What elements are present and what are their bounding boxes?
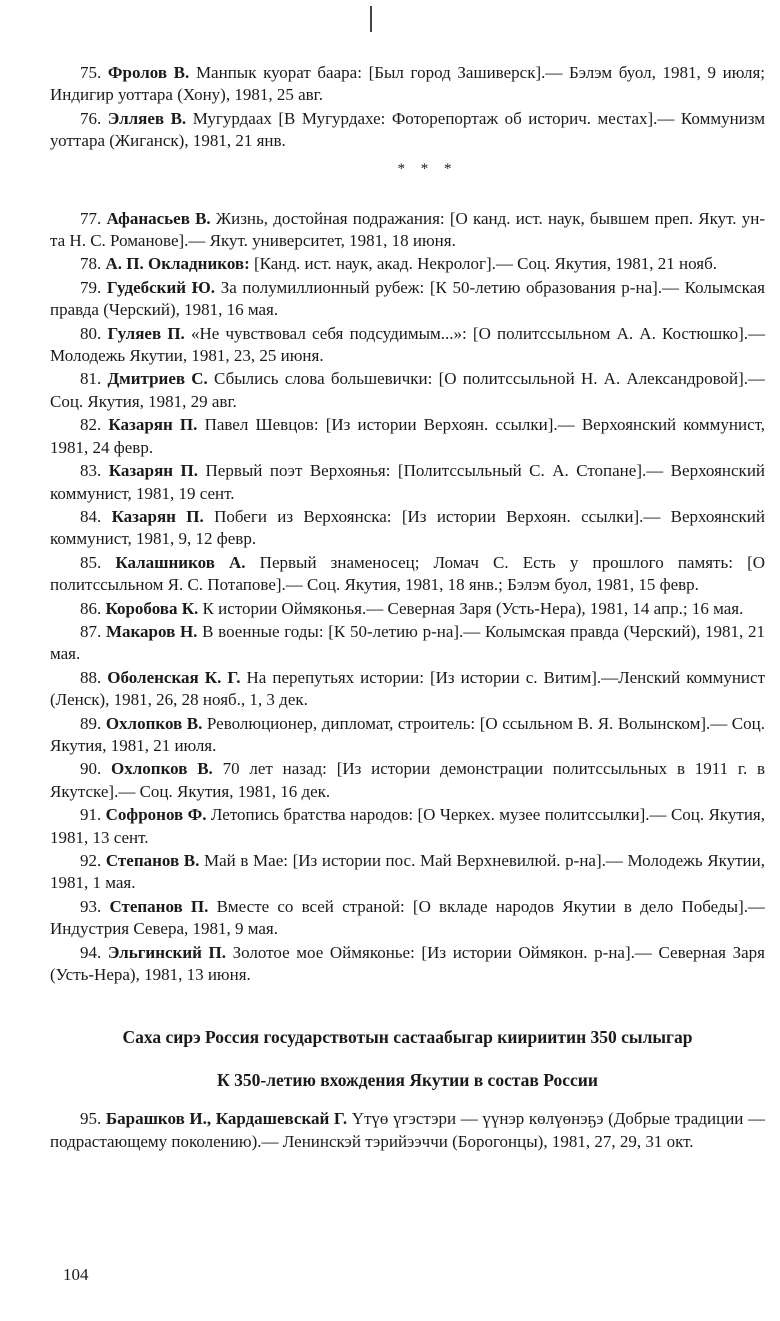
bibliography-entry xyxy=(50,850,765,895)
entry-text: К истории Оймяконья.— Северная Заря (Усть-Нера), 1981, 14 апр.; 16 мая. xyxy=(202,598,744,618)
bibliography-entry xyxy=(50,277,765,322)
entry-author: Гуляев П. xyxy=(107,323,185,343)
page-number: 104 xyxy=(63,1265,89,1284)
entry-author: Софронов Ф. xyxy=(105,805,207,825)
entry-author: Барашков И., Кардашевскай Г. xyxy=(105,1109,348,1129)
bibliography-entry xyxy=(50,552,765,597)
entry-text: Сбылись слова большевички: [О политссыльной Н. А. Александровой].— Соц. Якутия, 1981, 29 авг. xyxy=(50,369,766,411)
bibliography-entry xyxy=(50,942,765,987)
entry-text: «Не чувствовал себя подсудимым...»: [О политссыльном А. А. Костюшко].— Молодежь Якутии, 1981, 23, 25 июня. xyxy=(50,323,766,366)
bibliography-entry xyxy=(50,758,765,803)
entry-text: В военные годы: [К 50-летию р-на].— Колымская правда (Черский), 1981, 21 мая. xyxy=(50,621,765,664)
entries-section xyxy=(50,1108,765,1153)
bibliography-entry xyxy=(50,506,765,551)
entry-author: Казарян П. xyxy=(108,461,199,481)
entry-text: Мугурдаах [В Мугурдахе: Фоторепортаж об историч. местах].— Коммунизм уоттара (Жиганск), 1981, 21 янв. xyxy=(50,108,766,151)
entry-text: Первый знаменосец; Ломач С. Есть у прошлого память: [О политссыльном Я. С. Потапове].— Соц. Якутия, 1981, 18 янв.; Бэлэм буол, 1981, 15 февр. xyxy=(50,552,766,595)
bibliography-entry xyxy=(50,253,765,275)
bibliography-entry xyxy=(50,62,765,107)
entry-number: 77. xyxy=(80,208,102,228)
entry-author: Гудебский Ю. xyxy=(106,277,216,297)
entry-text: Золотое мое Оймяконье: [Из истории Оймякон. р-на].— Северная Заря (Усть-Нера), 1981, 13 июня. xyxy=(50,942,765,985)
entry-number: 93. xyxy=(80,896,102,916)
entry-number: 80. xyxy=(80,323,102,343)
section-title-sakha: Саха сирэ Россия государствотын састаабыгар киириитин 350 сылыгар xyxy=(122,1027,693,1048)
entry-author: Афанасьев В. xyxy=(106,208,211,228)
entry-number: 83. xyxy=(80,461,102,481)
entries-main xyxy=(50,208,765,987)
bibliography-entry xyxy=(50,598,765,620)
bibliography-entry xyxy=(50,108,765,153)
entry-text: Май в Мае: [Из истории пос. Май Верхневилюй. р-на].— Молодежь Якутии, 1981, 1 мая. xyxy=(50,851,766,893)
entry-author: Степанов П. xyxy=(109,896,209,916)
section-separator: * * * xyxy=(397,160,458,177)
entry-number: 76. xyxy=(80,108,102,128)
entry-number: 79. xyxy=(80,277,102,297)
entry-text: Первый поэт Верхоянья: [Политссыльный С. А. Стопане].— Верхоянский коммунист, 1981, 19 сент. xyxy=(50,461,766,503)
bibliography-entry xyxy=(50,1108,765,1153)
entry-text: Вместе со всей страной: [О вкладе народов Якутии в дело Победы].— Индустрия Севера, 1981, 9 мая. xyxy=(50,896,765,939)
entry-text: [Канд. ист. наук, акад. Некролог].— Соц. Якутия, 1981, 21 нояб. xyxy=(253,254,717,274)
bibliography-entry xyxy=(50,208,765,253)
entries-top xyxy=(50,62,765,153)
entry-author: Охлопков В. xyxy=(111,759,213,779)
bibliography-entry xyxy=(50,323,765,368)
bibliography-page xyxy=(50,62,765,1154)
entry-number: 81. xyxy=(80,369,102,389)
entry-text: Летопись братства народов: [О Черкех. музее политссылки].— Соц. Якутия, 1981, 13 сент. xyxy=(50,805,766,847)
entry-author: Коробова К. xyxy=(105,598,199,618)
entry-number: 89. xyxy=(80,713,102,733)
entry-number: 95. xyxy=(80,1109,102,1129)
entry-number: 86. xyxy=(80,598,102,618)
bibliography-entry xyxy=(50,713,765,758)
entry-text: Жизнь, достойная подражания: [О канд. ист. наук, бывшем преп. Якут. ун-та Н. С. Романове].— Якут. университет, 1981, 18 июня. xyxy=(50,208,766,251)
entry-text: Павел Шевцов: [Из истории Верхоян. ссылки].— Верхоянский коммунист, 1981, 24 февр. xyxy=(50,415,766,457)
bibliography-entry xyxy=(50,621,765,666)
entry-author: Дмитриев С. xyxy=(107,369,208,389)
bottom-rule xyxy=(370,6,372,32)
entry-number: 87. xyxy=(80,621,102,641)
entry-author: Эльгинский П. xyxy=(107,942,227,962)
entry-author: Казарян П. xyxy=(108,415,198,435)
entry-text: За полумиллионный рубеж: [К 50-летию образования р-на].— Колымская правда (Черский), 1981, 16 мая. xyxy=(50,277,765,320)
entry-text: На перепутьях истории: [Из истории с. Витим].—Ленский коммунист (Ленск), 1981, 26, 28 нояб., 1, 3 дек. xyxy=(50,667,766,710)
entry-author: Охлопков В. xyxy=(105,713,203,733)
bibliography-entry xyxy=(50,804,765,849)
bibliography-entry xyxy=(50,368,765,413)
entry-author: Макаров Н. xyxy=(105,621,198,641)
bibliography-entry xyxy=(50,414,765,459)
entry-text: 70 лет назад: [Из истории демонстрации политссыльных в 1911 г. в Якутске].— Соц. Якутия, 1981, 16 дек. xyxy=(50,759,766,801)
entry-author: А. П. Окладников: xyxy=(105,254,250,274)
entry-number: 82. xyxy=(80,415,102,435)
entry-text: Үтүө үгэстэри — үүнэр көлүөнэҕэ (Добрые традиции — подрастающему поколению).— Ленинскэй тэрийээччи (Борогонцы), 1981, 27, 29, 31 окт. xyxy=(50,1109,766,1151)
entry-number: 91. xyxy=(80,805,102,825)
entry-number: 94. xyxy=(80,942,102,962)
entry-number: 78. xyxy=(80,254,102,274)
section-title-russian: К 350-летию вхождения Якутии в состав России xyxy=(217,1069,598,1090)
entry-author: Казарян П. xyxy=(111,506,204,526)
entry-number: 85. xyxy=(80,552,102,572)
entry-number: 92. xyxy=(80,851,102,870)
entry-text: Манпык куорат баара: [Был город Зашиверск].— Бэлэм буол, 1981, 9 июля; Индигир уоттара (Хону), 1981, 25 авг. xyxy=(50,63,766,105)
entry-author: Фролов В. xyxy=(107,63,190,82)
entry-number: 75. xyxy=(80,63,102,82)
bibliography-entry xyxy=(50,460,765,505)
bibliography-entry xyxy=(50,667,765,712)
entry-author: Калашников А. xyxy=(115,552,246,572)
bibliography-entry xyxy=(50,896,765,941)
entry-author: Оболенская К. Г. xyxy=(107,667,241,687)
entry-number: 84. xyxy=(80,506,102,526)
entry-number: 90. xyxy=(80,759,102,779)
entry-text: Революционер, дипломат, строитель: [О ссыльном В. Я. Волынском].— Соц. Якутия, 1981, 21 июля. xyxy=(50,713,765,755)
entry-author: Степанов В. xyxy=(105,851,200,870)
entry-number: 88. xyxy=(80,667,102,687)
entry-author: Элляев В. xyxy=(107,108,187,128)
entry-text: Побеги из Верхоянска: [Из истории Верхоян. ссылки].— Верхоянский коммунист, 1981, 9, 12 февр. xyxy=(50,506,766,549)
